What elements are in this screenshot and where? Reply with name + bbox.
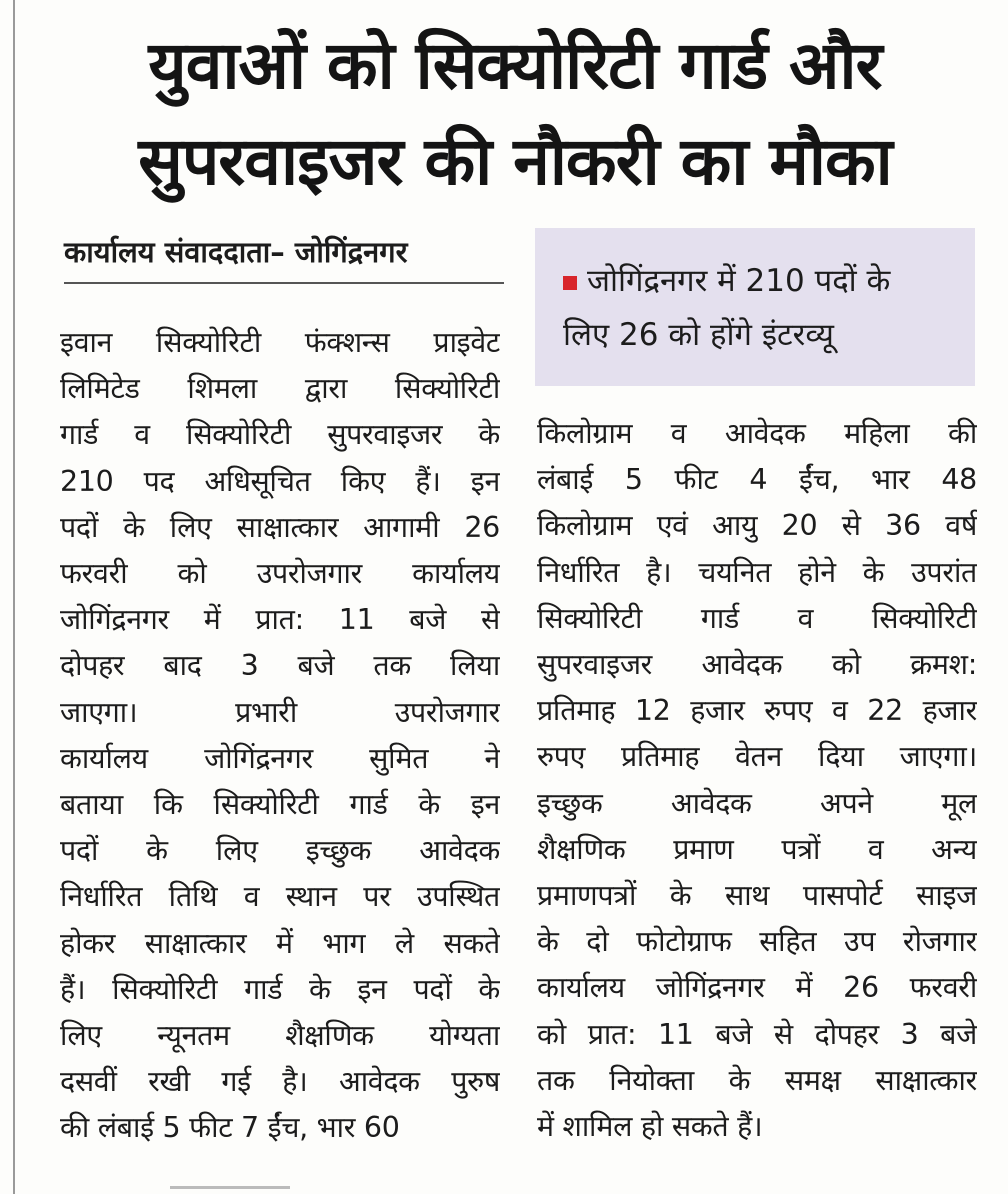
text-line: बताया कि सिक्योरिटी गार्ड के इन [60,788,500,822]
text-line: इच्छुक आवेदक अपने मूल [537,786,977,820]
highlight-line-1 [563,254,955,308]
text-line: में शामिल हो सकते हैं। [537,1110,763,1144]
text-line: पदों के लिए साक्षात्कार आगामी 26 [60,510,500,544]
square-bullet-icon [563,276,577,290]
text-line: शैक्षणिक प्रमाण पत्रों व अन्य [537,832,977,866]
highlight-text-1: जोगिंद्रनगर में 210 पदों के [587,263,891,299]
text-line: के दो फोटोग्राफ सहित उप रोजगार [537,925,977,959]
text-line: सिक्योरिटी गार्ड व सिक्योरिटी [537,601,977,635]
page-edge-mark [170,1186,290,1189]
text-line: लिए न्यूनतम शैक्षणिक योग्यता [60,1019,500,1053]
text-line: सुपरवाइजर आवेदक को क्रमश: [537,648,977,682]
text-line: रुपए प्रतिमाह वेतन दिया जाएगा। [537,740,977,774]
text-line: जोगिंद्रनगर में प्रात: 11 बजे से [60,603,500,637]
highlight-box [535,228,975,386]
byline: कार्यालय संवाददाता– जोगिंद्रनगर [64,235,408,269]
text-line: गार्ड व सिक्योरिटी सुपरवाइजर के [60,418,500,452]
text-line: प्रमाणपत्रों के साथ पासपोर्ट साइज [537,879,977,913]
article-column-left [60,320,500,1152]
text-line: किलोग्राम व आवेदक महिला की [537,417,977,450]
headline-line-2: सुपरवाइजर की नौकरी का मौका [138,123,892,200]
headline [40,18,990,210]
text-line: होकर साक्षात्कार में भाग ले सकते [60,926,500,960]
column-rule [13,0,15,1194]
text-line: लंबाई 5 फीट 4 ईंच, भार 48 [537,463,977,497]
text-line: की लंबाई 5 फीट 7 ईंच, भार 60 [60,1111,400,1145]
text-line: 210 पद अधिसूचित किए हैं। इन [60,464,500,498]
byline-underline [64,282,504,284]
text-line: फरवरी को उपरोजगार कार्यालय [60,557,500,591]
text-line: लिमिटेड शिमला द्वारा सिक्योरिटी [60,372,500,406]
text-line: निर्धारित है। चयनित होने के उपरांत [537,555,977,589]
text-line: दोपहर बाद 3 बजे तक लिया [60,649,500,683]
highlight-line-2: लिए 26 को होंगे इंटरव्यू [563,317,834,353]
text-line: पदों के लिए इच्छुक आवेदक [60,834,500,868]
text-line: किलोग्राम एवं आयु 20 से 36 वर्ष [537,509,977,543]
text-line: जाएगा। प्रभारी उपरोजगार [60,695,500,729]
text-line: तक नियोक्ता के समक्ष साक्षात्कार [537,1063,977,1097]
text-line: को प्रात: 11 बजे से दोपहर 3 बजे [537,1017,977,1051]
text-line: हैं। सिक्योरिटी गार्ड के इन पदों के [60,972,500,1006]
text-line: दसवीं रखी गई है। आवेदक पुरुष [60,1065,500,1099]
headline-line-1: युवाओं को सिक्योरिटी गार्ड और [148,27,882,104]
text-line: कार्यालय जोगिंद्रनगर सुमित ने [60,741,500,775]
text-line: प्रतिमाह 12 हजार रुपए व 22 हजार [537,694,977,728]
text-line: कार्यालय जोगिंद्रनगर में 26 फरवरी [537,971,977,1005]
text-line: निर्धारित तिथि व स्थान पर उपस्थित [60,880,500,914]
text-line: इवान सिक्योरिटी फंक्शन्स प्राइवेट [60,326,500,359]
article-column-right [537,411,977,1150]
